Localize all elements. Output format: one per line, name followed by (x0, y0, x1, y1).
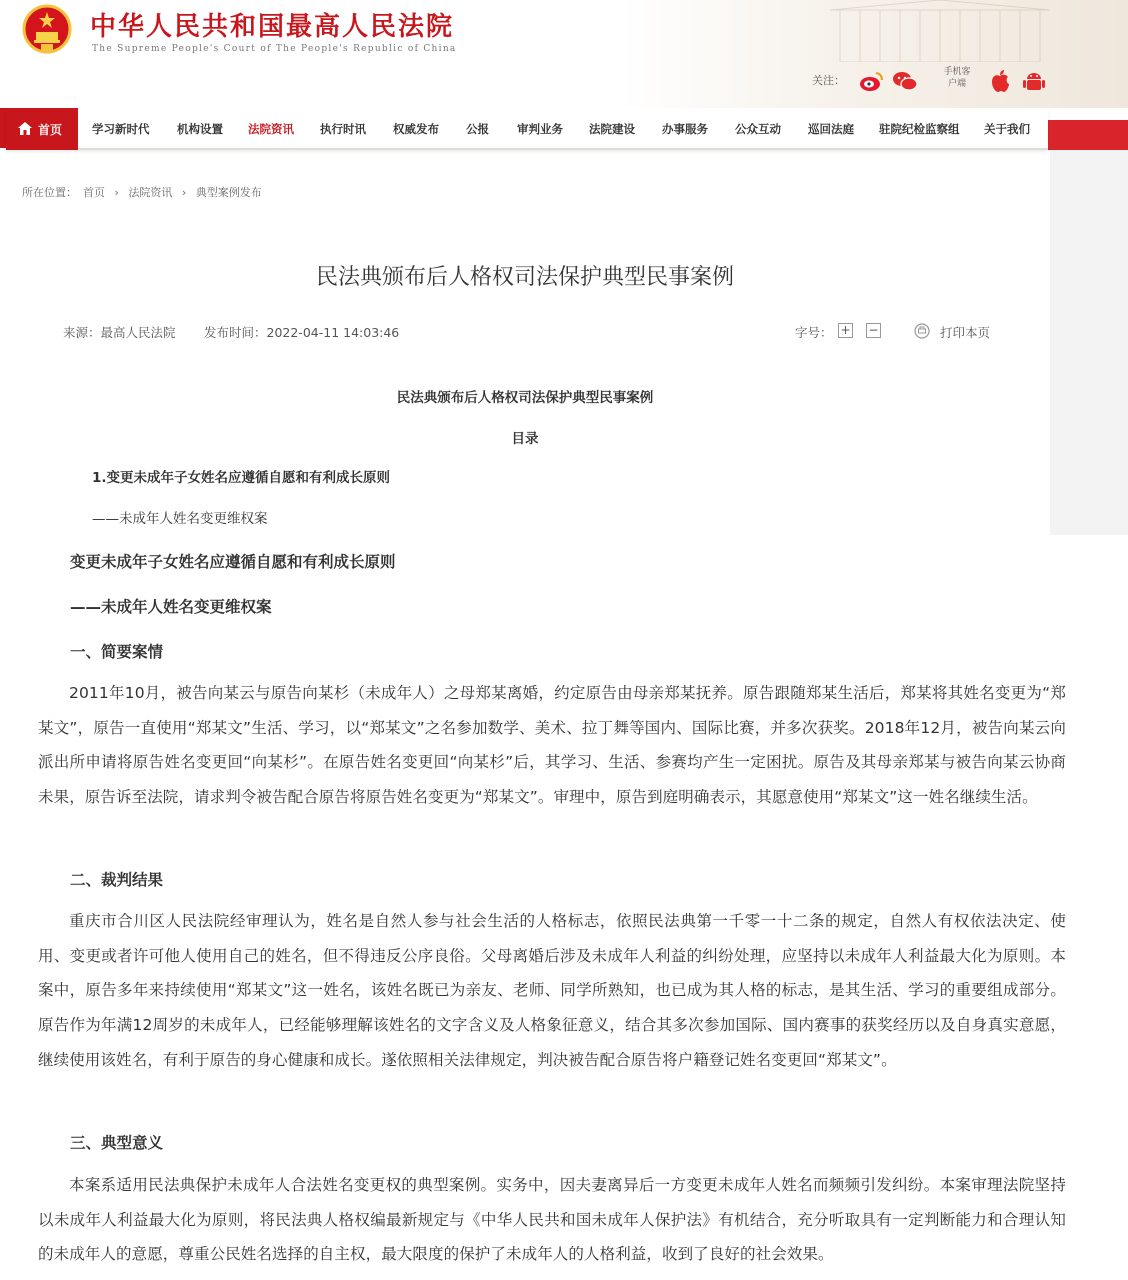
nav-item-discipline[interactable]: 驻院纪检监察组 (879, 122, 960, 136)
article-publish-time: 发布时间：2022-04-11 14:03:46 (204, 325, 400, 340)
font-increase-button[interactable]: + (838, 323, 853, 338)
weibo-icon[interactable] (857, 67, 885, 95)
printer-icon[interactable] (914, 323, 930, 339)
apple-icon[interactable] (986, 67, 1014, 95)
toc-item-1[interactable]: 1.变更未成年子女姓名应遵循自愿和有利成长原则 (92, 470, 391, 486)
nav-item-releases[interactable]: 权威发布 (393, 122, 439, 136)
follow-label: 关注： (812, 74, 845, 87)
article-title: 民法典颁布后人格权司法保护典型民事案例 (315, 265, 734, 290)
nav-item-interaction[interactable]: 公众互动 (735, 122, 781, 136)
breadcrumb-current[interactable]: 典型案例发布 (195, 186, 262, 199)
page-side-background (1050, 150, 1128, 535)
print-page-button[interactable]: 打印本页 (940, 325, 991, 340)
breadcrumb-home[interactable]: 首页 (83, 186, 105, 199)
nav-home[interactable] (6, 108, 78, 150)
nav-home-label: 首页 (38, 123, 63, 137)
mobile-client-label[interactable]: 手机客户端 (943, 67, 971, 89)
breadcrumb-separator: › (181, 186, 187, 199)
breadcrumb-label: 所在位置： (22, 186, 77, 199)
nav-right-accent (1048, 120, 1128, 150)
case-title: 变更未成年子女姓名应遵循自愿和有利成长原则 (70, 553, 396, 571)
main-nav (6, 108, 1048, 150)
section-text-judgment: 重庆市合川区人民法院经审理认为，姓名是自然人参与社会生活的人格标志，依照民法典第一千零一十二条的规定，自然人有权依法决定、使用、变更或者许可他人使用自己的姓名，但不得违反公序良俗。父母离婚后涉及未成年人利益的纠纷处理，应坚持以未成年人利益最大化为原则。本案中，原告多年来持续使用“郑某文”这一姓名，该姓名既已为亲友、老师、同学所熟知，也已成为其人格的标志，是其生活、学习的重要组成部分。原告作为年满12周岁的未成年人，已经能够理解该姓名的文字含义及人格象征意义，结合其多次参加国际、国内赛事的获奖经历以及自身真实意愿，继续使用该姓名，有利于原告的身心健康和成长。遂依照相关法律规定，判决被告配合原告将户籍登记姓名变更回“郑某文”。 (38, 912, 1066, 1069)
android-icon[interactable] (1020, 67, 1048, 95)
nav-item-about[interactable]: 关于我们 (984, 122, 1030, 136)
site-title[interactable]: 中华人民共和国最高人民法院 (90, 12, 455, 42)
toc-item-1-subtitle[interactable]: ——未成年人姓名变更维权案 (92, 511, 268, 527)
section-heading-facts: 一、简要案情 (70, 643, 164, 661)
toc-label: 目录 (511, 431, 539, 447)
nav-item-trial[interactable]: 审判业务 (517, 122, 563, 136)
nav-item-court-building[interactable]: 法院建设 (589, 122, 635, 136)
toc-title: 民法典颁布后人格权司法保护典型民事案例 (396, 390, 654, 406)
font-size-label: 字号： (795, 325, 833, 340)
national-emblem-icon (22, 4, 72, 56)
nav-item-organization[interactable]: 机构设置 (177, 122, 223, 136)
site-subtitle: The Supreme People's Court of The People's Republic of China (92, 44, 457, 54)
home-icon (18, 122, 32, 135)
nav-item-court-news[interactable]: 法院资讯 (248, 122, 294, 136)
wechat-icon[interactable] (891, 67, 919, 95)
section-heading-significance: 三、典型意义 (70, 1134, 164, 1152)
section-text-facts: 2011年10月，被告向某云与原告向某杉（未成年人）之母郑某离婚，约定原告由母亲郑某抚养。原告跟随郑某生活后，郑某将其姓名变更为“郑某文”，原告一直使用“郑某文”生活、学习，以“郑某文”之名参加数学、美术、拉丁舞等国内、国际比赛，并多次获奖。2018年12月，被告向某云向派出所申请将原告姓名变更回“向某杉”。在原告姓名变更回“向某杉”后，其学习、生活、参赛均产生一定困扰。原告及其母亲郑某与被告向某云协商未果，原告诉至法院，请求判令被告配合原告将原告姓名变更为“郑某文”。审理中，原告到庭明确表示，其愿意使用“郑某文”这一姓名继续生活。 (38, 684, 1066, 807)
nav-item-circuit-court[interactable]: 巡回法庭 (808, 122, 854, 136)
building-decoration (760, 0, 1128, 62)
breadcrumb-court-news[interactable]: 法院资讯 (128, 186, 173, 199)
site-header (0, 0, 1128, 108)
case-subtitle: ——未成年人姓名变更维权案 (70, 598, 272, 616)
article-source: 来源：最高人民法院 (63, 325, 176, 340)
section-text-significance: 本案系适用民法典保护未成年人合法姓名变更权的典型案例。实务中，因夫妻离异后一方变更未成年人姓名而频频引发纠纷。本案审理法院坚持以未成年人利益最大化为原则，将民法典人格权编最新规定与《中华人民共和国未成年人保护法》有机结合，充分听取具有一定判断能力和合理认知的未成年人的意愿，尊重公民姓名选择的自主权，最大限度的保护了未成年人的人格利益，收到了良好的社会效果。 (38, 1176, 1066, 1264)
nav-item-enforcement[interactable]: 执行时讯 (320, 122, 366, 136)
font-decrease-button[interactable]: − (866, 323, 881, 338)
nav-item-services[interactable]: 办事服务 (662, 122, 708, 136)
section-heading-judgment: 二、裁判结果 (70, 871, 164, 889)
nav-item-gazette[interactable]: 公报 (466, 122, 489, 136)
nav-item-study[interactable]: 学习新时代 (92, 122, 150, 136)
breadcrumb-separator: › (114, 186, 119, 199)
breadcrumb (22, 184, 268, 200)
